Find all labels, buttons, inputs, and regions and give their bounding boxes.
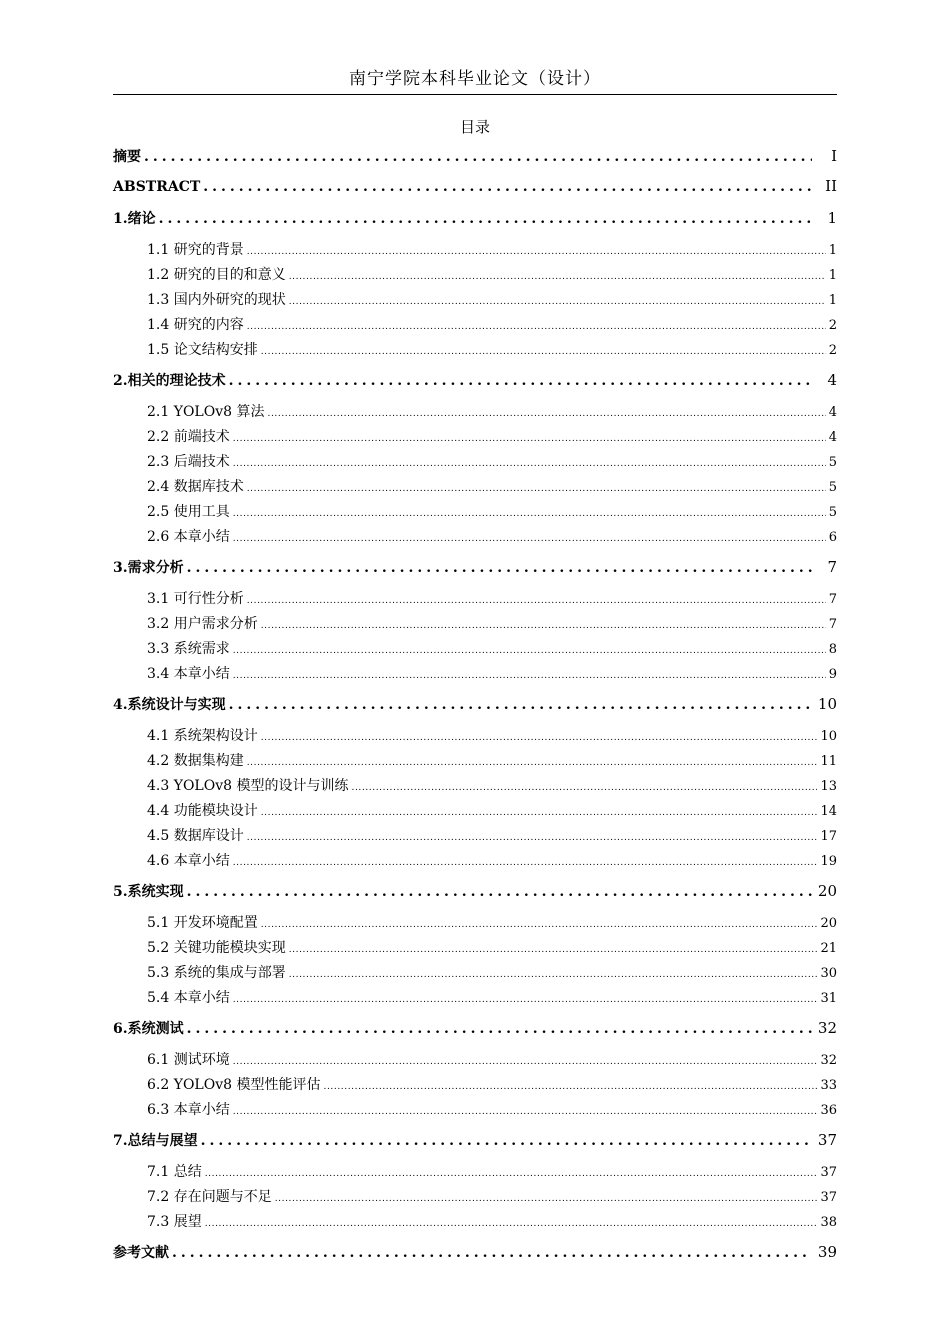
toc-entry-label: 1.1 研究的背景: [147, 242, 244, 258]
toc-entry-label: 5.4 本章小结: [147, 990, 230, 1006]
toc-entry-page-number: 2: [828, 343, 837, 358]
toc-entry-page-number: I: [831, 147, 837, 165]
toc-entry-page-number: 2: [828, 318, 837, 333]
toc-section-entry[interactable]: [113, 476, 837, 501]
toc-entry-label: 7.2 存在问题与不足: [147, 1189, 272, 1205]
toc-entry-page-number: 1: [828, 243, 837, 258]
toc-section-entry[interactable]: [113, 613, 837, 638]
toc-title: 目录: [459, 118, 490, 136]
toc-section-entry[interactable]: [113, 1186, 837, 1211]
toc-chapter-entry[interactable]: [113, 1018, 837, 1049]
toc-chapter-entry[interactable]: [113, 208, 837, 239]
toc-section-entry[interactable]: [113, 1211, 837, 1236]
toc-dot-leader: [247, 833, 818, 843]
toc-section-entry[interactable]: [113, 264, 837, 289]
toc-dot-leader: [187, 560, 812, 576]
toc-entry-label: 6.3 本章小结: [147, 1102, 230, 1118]
toc-section-entry[interactable]: [113, 588, 837, 613]
toc-section-entry[interactable]: [113, 239, 837, 264]
toc-section-entry[interactable]: [113, 987, 837, 1012]
toc-entry-page-number: 21: [820, 941, 837, 956]
toc-dot-leader: [159, 211, 812, 227]
toc-entry-label: 2.6 本章小结: [147, 529, 230, 545]
toc-chapter-entry[interactable]: [113, 694, 837, 725]
toc-dot-leader: [247, 247, 826, 257]
toc-entry-label: 4.4 功能模块设计: [147, 803, 258, 819]
toc-section-entry[interactable]: [113, 962, 837, 987]
toc-section-entry[interactable]: [113, 750, 837, 775]
toc-entry-page-number: 4: [827, 371, 837, 389]
toc-dot-leader: [233, 459, 826, 469]
toc-entry-page-number: 5: [828, 505, 837, 520]
toc-entry-label: 参考文献: [113, 1245, 169, 1261]
toc-entry-label: 1.2 研究的目的和意义: [147, 267, 286, 283]
toc-dot-leader: [233, 434, 826, 444]
toc-entry-label: 4.3 YOLOv8 模型的设计与训练: [147, 778, 349, 794]
toc-section-entry[interactable]: [113, 775, 837, 800]
toc-entry-page-number: 31: [820, 991, 837, 1006]
toc-section-entry[interactable]: [113, 850, 837, 875]
toc-section-entry[interactable]: [113, 289, 837, 314]
toc-entry-label: 2.相关的理论技术: [113, 373, 226, 389]
toc-dot-leader: [247, 322, 826, 332]
toc-entry-page-number: 7: [828, 592, 837, 607]
toc-entry-page-number: 30: [820, 966, 837, 981]
toc-entry-page-number: 10: [817, 695, 837, 713]
toc-entry-label: 2.3 后端技术: [147, 454, 230, 470]
toc-dot-leader: [247, 484, 826, 494]
toc-section-entry[interactable]: [113, 825, 837, 850]
toc-entry-page-number: 14: [820, 804, 837, 819]
toc-entry-label: 2.2 前端技术: [147, 429, 230, 445]
toc-entry-label: 4.6 本章小结: [147, 853, 230, 869]
toc-dot-leader: [205, 1169, 818, 1179]
toc-entry-page-number: 38: [820, 1215, 837, 1230]
toc-entry-label: 2.1 YOLOv8 算法: [147, 404, 265, 420]
toc-dot-leader: [247, 596, 826, 606]
toc-entry-page-number: 32: [820, 1053, 837, 1068]
toc-entry-label: 7.总结与展望: [113, 1133, 198, 1149]
toc-dot-leader: [233, 534, 826, 544]
toc-entry-label: ABSTRACT: [113, 179, 201, 195]
toc-dot-leader: [229, 697, 812, 713]
toc-entry-page-number: 11: [820, 754, 837, 769]
toc-chapter-entry[interactable]: [113, 146, 837, 177]
toc-section-entry[interactable]: [113, 1049, 837, 1074]
toc-dot-leader: [275, 1194, 818, 1204]
toc-entry-page-number: 19: [820, 854, 837, 869]
toc-entry-page-number: 4: [828, 405, 837, 420]
toc-dot-leader: [229, 373, 812, 389]
toc-section-entry[interactable]: [113, 426, 837, 451]
toc-entry-page-number: II: [825, 177, 837, 195]
toc-dot-leader: [233, 509, 826, 519]
toc-entry-page-number: 1: [827, 209, 837, 227]
toc-entry-page-number: 1: [828, 268, 837, 283]
toc-dot-leader: [289, 970, 818, 980]
toc-dot-leader: [201, 1133, 812, 1149]
toc-entry-label: 6.2 YOLOv8 模型性能评估: [147, 1077, 321, 1093]
toc-chapter-entry[interactable]: [113, 557, 837, 588]
toc-section-entry[interactable]: [113, 1074, 837, 1099]
toc-entry-label: 3.2 用户需求分析: [147, 616, 258, 632]
toc-section-entry[interactable]: [113, 663, 837, 688]
toc-entry-label: 5.1 开发环境配置: [147, 915, 258, 931]
toc-section-entry[interactable]: [113, 501, 837, 526]
toc-dot-leader: [172, 1245, 812, 1261]
toc-entry-label: 3.3 系统需求: [147, 641, 230, 657]
toc-entry-page-number: 5: [828, 455, 837, 470]
toc-entry-label: 4.1 系统架构设计: [147, 728, 258, 744]
toc-section-entry[interactable]: [113, 451, 837, 476]
toc-entry-label: 6.系统测试: [113, 1021, 184, 1037]
toc-entry-page-number: 37: [817, 1131, 837, 1149]
toc-dot-leader: [233, 646, 826, 656]
toc-entry-page-number: 32: [817, 1019, 837, 1037]
toc-section-entry[interactable]: [113, 800, 837, 825]
toc-dot-leader: [323, 1082, 817, 1092]
toc-dot-leader: [261, 621, 826, 631]
toc-dot-leader: [267, 409, 825, 419]
toc-entry-page-number: 10: [820, 729, 837, 744]
toc-dot-leader: [247, 758, 818, 768]
toc-entry-page-number: 37: [820, 1165, 837, 1180]
toc-dot-leader: [261, 808, 818, 818]
toc-entry-page-number: 13: [820, 779, 837, 794]
toc-entry-page-number: 5: [828, 480, 837, 495]
toc-entry-label: 摘要: [113, 149, 141, 165]
toc-dot-leader: [144, 149, 812, 165]
toc-entry-page-number: 1: [828, 293, 837, 308]
toc-entry-page-number: 39: [817, 1243, 837, 1261]
toc-entry-page-number: 20: [820, 916, 837, 931]
toc-chapter-entry[interactable]: [113, 1242, 837, 1273]
toc-dot-leader: [261, 347, 826, 357]
toc-section-entry[interactable]: [113, 401, 837, 426]
table-of-contents: [113, 146, 837, 1273]
toc-entry-label: 2.5 使用工具: [147, 504, 230, 520]
toc-dot-leader: [289, 272, 826, 282]
toc-section-entry[interactable]: [113, 1099, 837, 1124]
toc-chapter-entry[interactable]: [113, 370, 837, 401]
toc-entry-label: 1.5 论文结构安排: [147, 342, 258, 358]
toc-entry-label: 6.1 测试环境: [147, 1052, 230, 1068]
toc-entry-label: 3.4 本章小结: [147, 666, 230, 682]
toc-entry-label: 3.1 可行性分析: [147, 591, 244, 607]
toc-entry-page-number: 6: [828, 530, 837, 545]
toc-dot-leader: [261, 733, 818, 743]
toc-dot-leader: [233, 1107, 818, 1117]
toc-dot-leader: [205, 1219, 818, 1229]
toc-dot-leader: [233, 995, 818, 1005]
toc-entry-label: 4.5 数据库设计: [147, 828, 244, 844]
toc-section-entry[interactable]: [113, 937, 837, 962]
toc-dot-leader: [261, 920, 818, 930]
toc-entry-label: 5.2 关键功能模块实现: [147, 940, 286, 956]
toc-entry-label: 5.系统实现: [113, 884, 184, 900]
toc-dot-leader: [233, 671, 826, 681]
toc-entry-label: 7.3 展望: [147, 1214, 202, 1230]
toc-section-entry[interactable]: [113, 912, 837, 937]
toc-entry-page-number: 33: [820, 1078, 837, 1093]
toc-entry-label: 3.需求分析: [113, 560, 184, 576]
toc-entry-page-number: 7: [827, 558, 837, 576]
toc-entry-page-number: 9: [828, 667, 837, 682]
toc-entry-label: 4.系统设计与实现: [113, 697, 226, 713]
toc-entry-label: 1.3 国内外研究的现状: [147, 292, 286, 308]
toc-entry-label: 4.2 数据集构建: [147, 753, 244, 769]
toc-entry-page-number: 4: [828, 430, 837, 445]
toc-dot-leader: [233, 858, 818, 868]
toc-dot-leader: [187, 1021, 812, 1037]
toc-entry-page-number: 37: [820, 1190, 837, 1205]
toc-entry-page-number: 20: [817, 882, 837, 900]
toc-entry-label: 1.绪论: [113, 211, 156, 227]
toc-entry-page-number: 7: [828, 617, 837, 632]
toc-dot-leader: [351, 783, 817, 793]
toc-section-entry[interactable]: [113, 314, 837, 339]
toc-dot-leader: [187, 884, 812, 900]
header-rule: [113, 94, 837, 95]
toc-section-entry[interactable]: [113, 339, 837, 364]
toc-entry-label: 2.4 数据库技术: [147, 479, 244, 495]
toc-section-entry[interactable]: [113, 1161, 837, 1186]
toc-entry-page-number: 17: [820, 829, 837, 844]
toc-entry-page-number: 36: [820, 1103, 837, 1118]
toc-chapter-entry[interactable]: [113, 881, 837, 912]
toc-entry-page-number: 8: [828, 642, 837, 657]
toc-chapter-entry[interactable]: [113, 1130, 837, 1161]
toc-dot-leader: [203, 179, 812, 195]
toc-dot-leader: [233, 1057, 818, 1067]
toc-entry-label: 7.1 总结: [147, 1164, 202, 1180]
toc-chapter-entry[interactable]: [113, 177, 837, 208]
toc-section-entry[interactable]: [113, 526, 837, 551]
toc-section-entry[interactable]: [113, 725, 837, 750]
toc-section-entry[interactable]: [113, 638, 837, 663]
toc-entry-label: 1.4 研究的内容: [147, 317, 244, 333]
toc-dot-leader: [289, 945, 818, 955]
page-header-title: 南宁学院本科毕业论文（设计）: [349, 69, 601, 89]
toc-dot-leader: [289, 297, 826, 307]
toc-entry-label: 5.3 系统的集成与部署: [147, 965, 286, 981]
